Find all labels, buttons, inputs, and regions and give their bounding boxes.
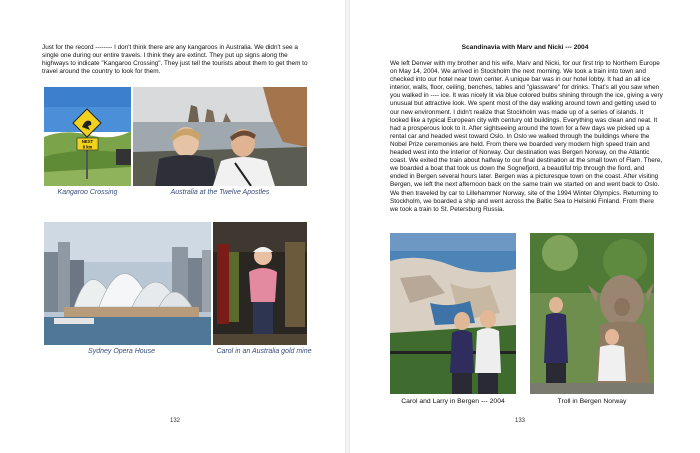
sydney-opera-house-photo [44,222,211,345]
gold-mine-photo [213,222,307,345]
right-page-number: 133 [514,418,525,424]
twelve-apostles-caption: Australia at the Twelve Apostles [170,189,270,196]
sign-next-text: NEXT [81,139,94,144]
twelve-apostles-photo [133,87,307,186]
troll-photo [530,233,654,394]
right-page [350,0,700,453]
opera-house-caption: Sydney Opera House [88,348,155,355]
left-page-number: 132 [169,418,180,424]
left-paragraph: Just for the record -------- I don't think there are any kangaroos in Australia. We didn't see a single one during our entire travels. I think they are extinct. They put up signs along the highways to indicate "Kangaroo Crossing". They just tell the tourists about them to get them to travel around the country to look for them. [42,44,308,76]
left-page [0,0,345,453]
right-paragraph: We left Denver with my brother and his wife, Marv and Nicki, for our first trip to Northern Europe on May 14, 2004. We arrived in Stockholm the next morning. We took a train into town and checked into our hotel near town center. A unique bar was in our hotel lobby. It had an all ice interior, walls, floor, ceiling, benches, tables and "glassware" for drinks. That's all you saw when you walked in ---- ice. It was nicely lit via blue colored bulbs shining through the ice, giving a very unusual but attractive look. We spent most of the day walking around town and getting used to our new environment. I didn't realize that Stockholm was made up of a series of islands. It looked like a typical European city with century old buildings. Everything was clean and neat. It had a prosperous look to it. After sightseeing around the town for a few days we picked up a rental car and headed west toward Oslo. In Oslo we walked through the buildings where the Nobel Prize ceremonies are held. From there we boarded very modern high speed train and headed west into the interior of Norway. Our destination was Bergen Norway, on the Atlantic coast. We exited the train about halfway to our final destination at the small town of Flam. There, we boarded a boat that took us down the Sognefjord, a beautiful trip through the fiord, and ended in Bergen several hours later. Bergen was a picturesque town on the coast. After visiting Bergen, we left the next afternoon back on the same train we started on and went back to Oslo. We then traveled by car to Lillehammer Norway, site of the 1994 Winter Olympics. Returning to Stockholm, we boarded a ship and went across the Baltic Sea to Helsinki Finland. From there we took a train to St. Petersburg Russia. [390,60,663,213]
gold-mine-caption: Carol in an Australia gold mine [216,348,312,355]
kangaroo-caption: Kangaroo Crossing [57,189,118,196]
right-page-title: Scandinavia with Marv and Nicki --- 2004 [461,44,589,51]
kangaroo-crossing-photo [44,87,131,186]
troll-caption: Troll in Bergen Norway [557,398,627,405]
bergen-photo [390,233,516,394]
bergen-caption: Carol and Larry in Bergen --- 2004 [401,398,505,405]
sign-km-text: 8 km [82,144,93,150]
